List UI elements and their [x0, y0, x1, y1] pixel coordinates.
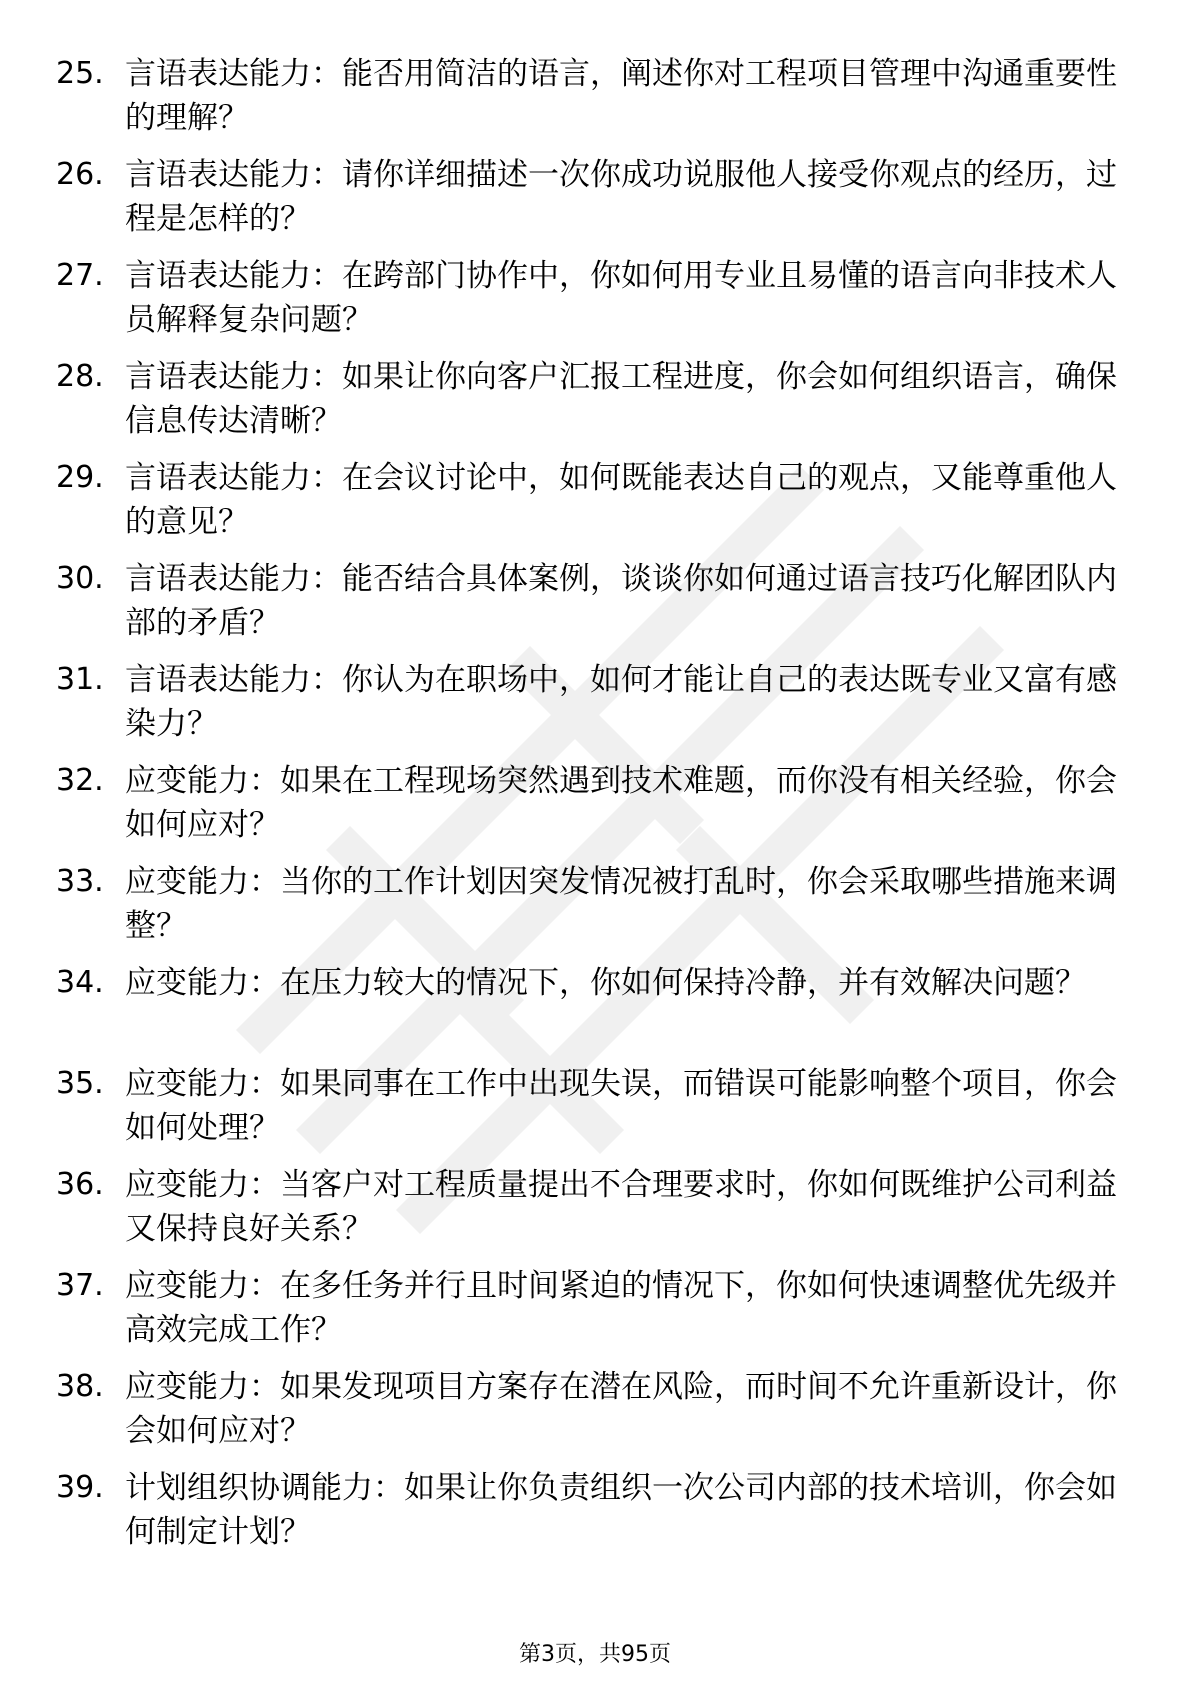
question-number: 37. — [56, 1268, 104, 1303]
question-number: 31. — [56, 662, 104, 697]
page-footer — [0, 1640, 1190, 1670]
page-number-label: 第3页，共95页 — [519, 1642, 671, 1667]
question-item — [0, 860, 1190, 961]
question-number: 36. — [56, 1167, 104, 1202]
question-item — [0, 456, 1190, 557]
question-number: 26. — [56, 157, 104, 192]
question-text: 应变能力：在多任务并行且时间紧迫的情况下，你如何快速调整优先级并高效完成工作？ — [125, 1268, 1117, 1348]
question-item — [0, 658, 1190, 759]
question-text: 言语表达能力：你认为在职场中，如何才能让自己的表达既专业又富有感染力？ — [125, 662, 1117, 742]
question-item — [0, 1466, 1190, 1567]
question-text: 计划组织协调能力：如果让你负责组织一次公司内部的技术培训，你会如何制定计划？ — [125, 1470, 1117, 1550]
question-item — [0, 1163, 1190, 1264]
question-item — [0, 254, 1190, 355]
question-item — [0, 355, 1190, 456]
question-text: 应变能力：如果同事在工作中出现失误，而错误可能影响整个项目，你会如何处理？ — [125, 1066, 1117, 1146]
question-number: 25. — [56, 56, 104, 91]
question-number: 38. — [56, 1369, 104, 1404]
question-item — [0, 52, 1190, 153]
question-item — [0, 1365, 1190, 1466]
question-text: 应变能力：当客户对工程质量提出不合理要求时，你如何既维护公司利益又保持良好关系？ — [125, 1167, 1117, 1247]
question-item — [0, 759, 1190, 860]
question-text: 言语表达能力：能否结合具体案例，谈谈你如何通过语言技巧化解团队内部的矛盾？ — [125, 561, 1117, 641]
question-number: 29. — [56, 460, 104, 495]
question-text: 言语表达能力：如果让你向客户汇报工程进度，你会如何组织语言，确保信息传达清晰？ — [125, 359, 1117, 439]
question-text: 应变能力：如果在工程现场突然遇到技术难题，而你没有相关经验，你会如何应对？ — [125, 763, 1117, 843]
question-text: 应变能力：当你的工作计划因突发情况被打乱时，你会采取哪些措施来调整？ — [125, 864, 1117, 944]
question-number: 27. — [56, 258, 104, 293]
question-number: 32. — [56, 763, 104, 798]
question-list — [0, 52, 1190, 1567]
question-item — [0, 557, 1190, 658]
question-number: 35. — [56, 1066, 104, 1101]
question-text: 应变能力：如果发现项目方案存在潜在风险，而时间不允许重新设计，你会如何应对？ — [125, 1369, 1117, 1449]
question-text: 应变能力：在压力较大的情况下，你如何保持冷静，并有效解决问题？ — [125, 965, 1086, 1001]
question-text: 言语表达能力：请你详细描述一次你成功说服他人接受你观点的经历，过程是怎样的？ — [125, 157, 1117, 237]
question-number: 39. — [56, 1470, 104, 1505]
question-item — [0, 1062, 1190, 1163]
question-text: 言语表达能力：在会议讨论中，如何既能表达自己的观点，又能尊重他人的意见？ — [125, 460, 1117, 540]
question-text: 言语表达能力：能否用简洁的语言，阐述你对工程项目管理中沟通重要性的理解？ — [125, 56, 1117, 136]
question-item — [0, 1264, 1190, 1365]
question-text: 言语表达能力：在跨部门协作中，你如何用专业且易懂的语言向非技术人员解释复杂问题？ — [125, 258, 1117, 338]
question-number: 28. — [56, 359, 104, 394]
question-number: 33. — [56, 864, 104, 899]
question-item — [0, 153, 1190, 254]
question-item — [0, 961, 1190, 1062]
question-number: 34. — [56, 965, 104, 1000]
question-number: 30. — [56, 561, 104, 596]
